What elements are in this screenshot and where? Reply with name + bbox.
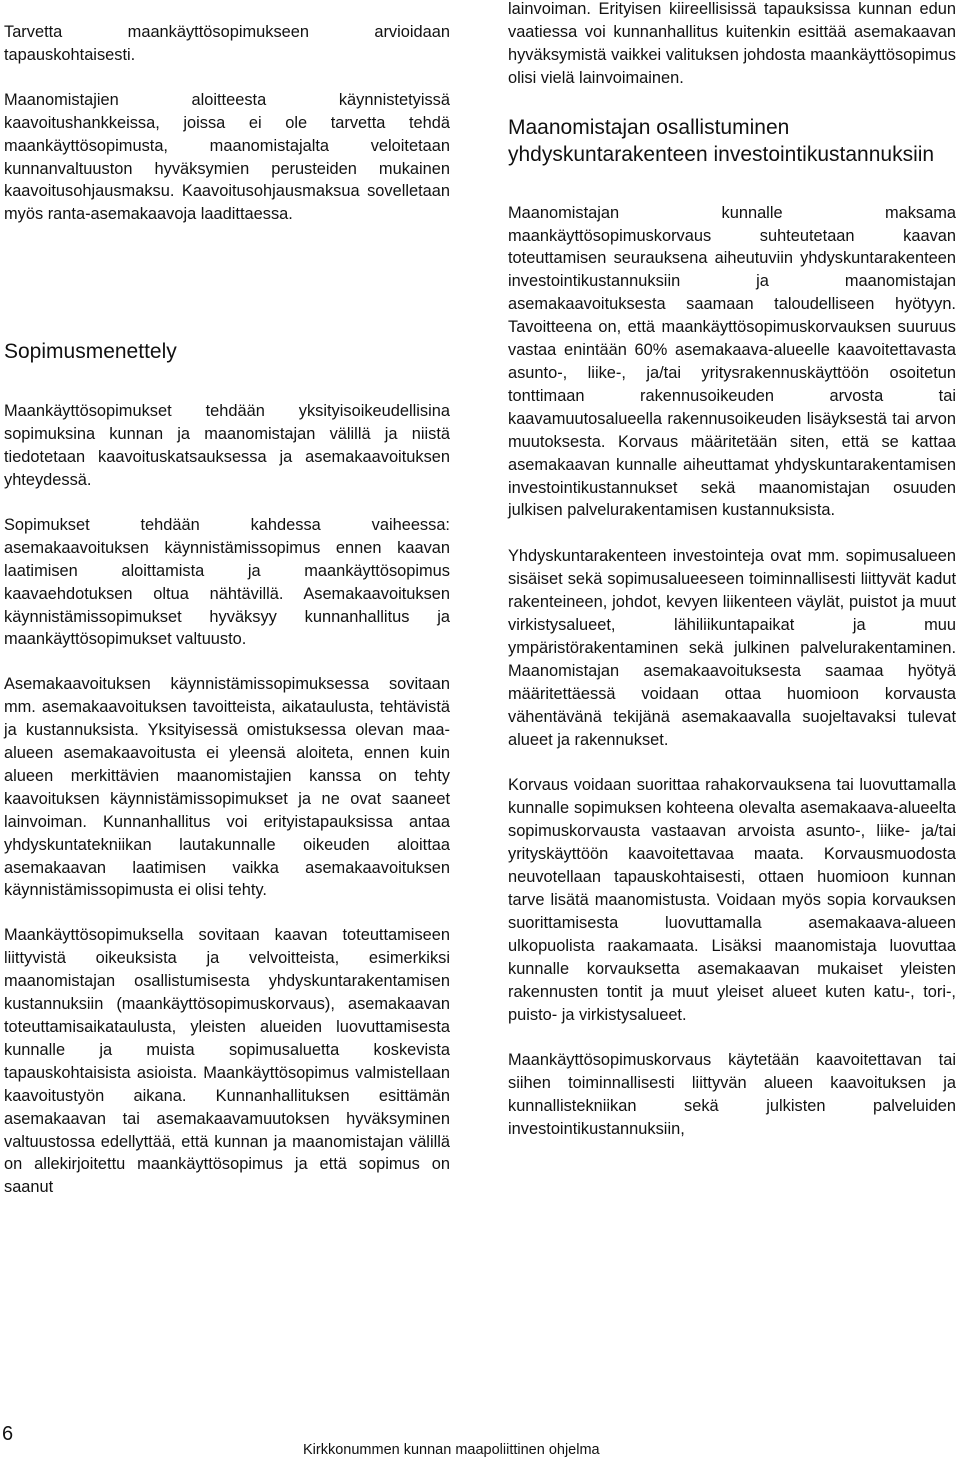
paragraph-compensation: Maanomistajan kunnalle maksama maankäyttösopimuskorvaus suhteutetaan kaavan toteuttamisen seurauksena aiheutuviin yhdyskuntarakenteen investointikustannuksiin ja maanomistajan asemakaavoituksesta saamaan taloudelliseen hyötyyn. Tavoitteena on, että maankäyttösopimuskorvauksen suuruus vastaa enintään 60% asemakaava-alueelle kaavoitettavasta asunto-, liike-, ja/tai yritysrakennuskäyttöön osoitetun tonttimaan rakennusoikeuden arvosta tai kaavamuutosalueella rakennusoikeuden lisäyksestä tai arvon muutoksesta. Korvaus määritetään siten, että se kattaa asemakaavan kunnalle aiheuttamat yhdyskuntarakentamisen investointikustannukset sekä maanomistajan osuuden julkisen palvelurakentamisen kustannuksista. — [508, 203, 956, 520]
paragraph-needs-assessment: Tarvetta maankäyttösopimukseen arvioidaan tapauskohtaisesti. — [4, 23, 450, 64]
heading-landowner-participation: Maanomistajan osallistuminen yhdyskuntarakenteen investointikustannuksiin — [508, 115, 935, 166]
paragraph-agreements-private: Maankäyttösopimukset tehdään yksityisoikeudellisina sopimuksina kunnan ja maanomistajan välillä ja niistä tiedotetaan kaavoituskatsauksessa ja asemakaavoituksen yhteydessä. — [4, 402, 450, 489]
paragraph-two-phases: Sopimukset tehdään kahdessa vaiheessa: asemakaavoituksen käynnistämissopimus ennen kaavan laatimisen aloittamista ja maankäyttösopimus kaavaehdotuksen oltua nähtävillä. Asemakaavoituksen käynnistämissopimukset hyväksyy kunnanhallitus ja maankäyttösopimukset valtuusto. — [4, 515, 450, 649]
heading-sopimusmenettely: Sopimusmenettely — [4, 340, 177, 364]
paragraph-compensation-use: Maankäyttösopimuskorvaus käytetään kaavoitettavan tai siihen toiminnallisesti liittyvän alueen kaavoituksen ja kunnallistekniikan sekä julkisten palveluiden investointikustannuksiin, — [508, 1051, 956, 1139]
paragraph-start-agreement: Asemakaavoituksen käynnistämissopimuksessa sovitaan mm. asemakaavoituksen tavoitteista, aikataulusta, tehtävistä ja kustannuksista. Yksityisessä omistuksessa olevan maa-alueen asemakaavoitusta ei yleensä aloiteta, ennen kuin alueen merkittävien maanomistajien kanssa on tehty kaavoituksen käynnistämissopimukset ja ne ovat saaneet lainvoiman. Kunnanhallitus voi erityistapauksissa antaa yhdyskuntatekniikan lautakunnalle oikeuden aloittaa asemakaavan laatimisen vaikka asemakaavoituksen käynnistämissopimusta ei olisi tehty. — [4, 675, 450, 900]
paragraph-payment-forms: Korvaus voidaan suorittaa rahakorvauksena tai luovuttamalla kunnalle sopimuksen kohteena olevalta asemakaava-alueelta sopimuskorvausta vastaavan arvoista asunto-, liike- ja/tai yrityskäyttöön kaavoitettavaa maata. Korvausmuodosta neuvotellaan tapauskohtaisesti, ottaen huomioon kunnan tarve lisätä maanomistusta. Voidaan myös sopia korvauksen suorittamisesta luovuttamalla asemakaava-alueen ulkopuolista raakamaata. Lisäksi maanomistaja luovuttaa kunnalle korvauksetta asemakaavan mukaiset yleisten rakennusten tontit ja muut yleiset alueet kuten katu-, tori-, puisto- ja virkistysalueet. — [508, 776, 956, 1024]
page-number: 6 — [2, 1423, 14, 1445]
left-column — [4, 0, 450, 1199]
paragraph-planning-fee: Maanomistajien aloitteesta käynnistetyissä kaavoitushankkeissa, joissa ei ole tarvetta tehdä maankäyttösopimusta, maanomistajalta veloitetaan kunnanvaltuuston hyväksymien perusteiden mukainen kaavoitusohjausmaksu. Kaavoitusohjausmaksua sovelletaan myös ranta-asemakaavoja laadittaessa. — [4, 90, 450, 224]
right-column — [508, 0, 956, 1141]
paragraph-investments: Yhdyskuntarakenteen investointeja ovat mm. sopimusalueen sisäiset sekä sopimusalueeseen toiminnallisesti liittyvät kadut rakenteineen, johdot, kevyen liikenteen väylät, puistot ja muut virkistysalueet, lähiliikuntapaikat ja muu ympäristörakentaminen sekä julkinen palvelurakentaminen. Maanomistajan asemakaavoituksesta saamaa hyötyä määritettäessä voidaan ottaa huomioon korvausta vähentävänä tekijänä asemakaavalla suojeltavaksi tulevat alueet ja rakennukset. — [508, 547, 956, 749]
paragraph-legal-force: lainvoiman. Erityisen kiireellisissä tapauksissa kunnan edun vaatiessa voi kunnanhallitus kuitenkin esittää asemakaavan hyväksymistä vaikkei valituksen johdosta maankäyttösopimus olisi vielä lainvoimainen. — [508, 0, 956, 87]
footer-title: Kirkkonummen kunnan maapoliittinen ohjelma — [303, 1442, 600, 1458]
paragraph-land-use-agreement: Maankäyttösopimuksella sovitaan kaavan toteuttamiseen liittyvistä oikeuksista ja velvoitteista, esimerkiksi maanomistajan osallistumisesta yhdyskuntarakentamisen kustannuksiin (maankäyttösopimuskorvaus), asemakaavan toteuttamisaikataulusta, yleisten alueiden luovuttamisesta kunnalle ja muista sopimusaluetta koskevista tapauskohtaisista asioista. Maankäyttösopimus valmistellaan kaavoitustyön aikana. Kunnanhallituksen esittämän asemakaavan tai asemakaavamuutoksen hyväksyminen valtuustossa edellyttää, että kunnan ja maanomistajan välillä on allekirjoitettu maankäyttösopimus ja että sopimus on saanut — [4, 926, 450, 1197]
